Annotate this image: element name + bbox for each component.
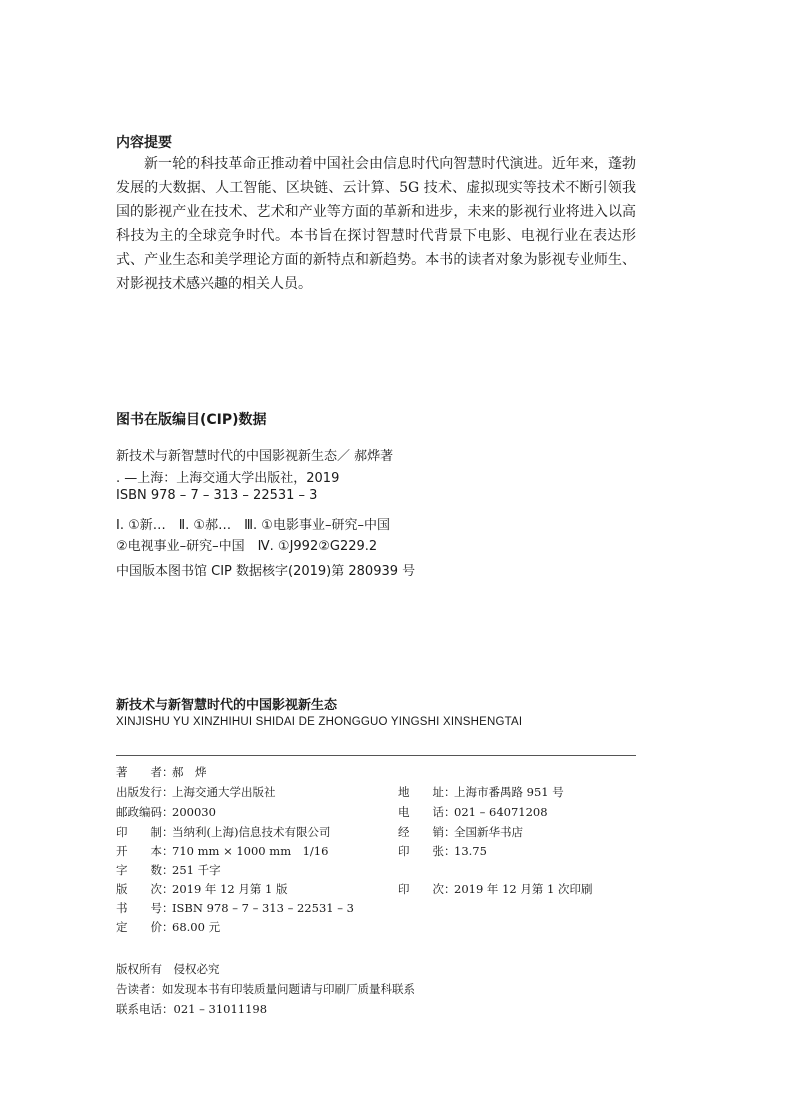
info-author: 著 者：郝 烨 xyxy=(116,765,207,779)
cip-line-publisher: . —上海：上海交通大学出版社，2019 xyxy=(116,471,340,486)
book-title-pinyin: XINJISHU YU XINZHIHUI SHIDAI DE ZHONGGUO YINGSHI XINSHENGTAI xyxy=(116,716,523,728)
info-address: 地 址：上海市番禺路 951 号 xyxy=(398,785,564,799)
info-phone: 电 话：021 – 64071208 xyxy=(398,805,548,819)
info-format: 开 本：710 mm × 1000 mm 1/16 xyxy=(116,844,329,858)
cip-heading: 图书在版编目(CIP)数据 xyxy=(116,412,267,428)
info-printing: 印 次：2019 年 12 月第 1 次印刷 xyxy=(398,882,593,896)
summary-heading: 内容提要 xyxy=(116,135,172,151)
info-sheets: 印 张：13.75 xyxy=(398,844,487,858)
cip-line-record: 中国版本图书馆 CIP 数据核字(2019)第 280939 号 xyxy=(116,564,416,579)
info-edition: 版 次：2019 年 12 月第 1 版 xyxy=(116,882,288,896)
cip-line-title: 新技术与新智慧时代的中国影视新生态／ 郝烨著 xyxy=(116,449,394,464)
info-isbn: 书 号：ISBN 978 – 7 – 313 – 22531 – 3 xyxy=(116,901,354,915)
info-distributor: 经 销：全国新华书店 xyxy=(398,825,523,839)
info-printer: 印 制：当纳利(上海)信息技术有限公司 xyxy=(116,825,331,839)
book-title: 新技术与新智慧时代的中国影视新生态 xyxy=(116,698,338,713)
divider xyxy=(116,755,636,756)
cip-line-classification: ②电视事业–研究–中国 Ⅳ. ①J992②G229.2 xyxy=(116,539,378,554)
info-postcode: 邮政编码：200030 xyxy=(116,805,216,819)
summary-paragraph: 新一轮的科技革命正推动着中国社会由信息时代向智慧时代演进。近年来，蓬勃发展的大数据、人工智能、区块链、云计算、5G 技术、虚拟现实等技术不断引领我国的影视产业在技术、艺术和产业等方面的革新和进步，未来的影视行业将进入以高科技为主的全球竞争时代。本书旨在探讨智慧时代背景下电影、电视行业在表达形式、产业生态和美学理论方面的新特点和新趋势。本书的读者对象为影视专业师生、对影视技术感兴趣的相关人员。 xyxy=(116,156,636,292)
summary-body xyxy=(116,152,636,296)
info-words: 字 数：251 千字 xyxy=(116,863,221,877)
info-price: 定 价：68.00 元 xyxy=(116,920,221,934)
reader-notice: 告读者：如发现本书有印装质量问题请与印刷厂质量科联系 xyxy=(116,982,415,996)
info-publisher: 出版发行：上海交通大学出版社 xyxy=(116,785,276,799)
cip-line-subjects: Ⅰ. ①新… Ⅱ. ①郝… Ⅲ. ①电影事业–研究–中国 xyxy=(116,518,390,533)
cip-line-isbn: ISBN 978 – 7 – 313 – 22531 – 3 xyxy=(116,488,318,503)
contact-phone: 联系电话：021 – 31011198 xyxy=(116,1002,268,1016)
copyright-notice: 版权所有 侵权必究 xyxy=(116,962,220,976)
